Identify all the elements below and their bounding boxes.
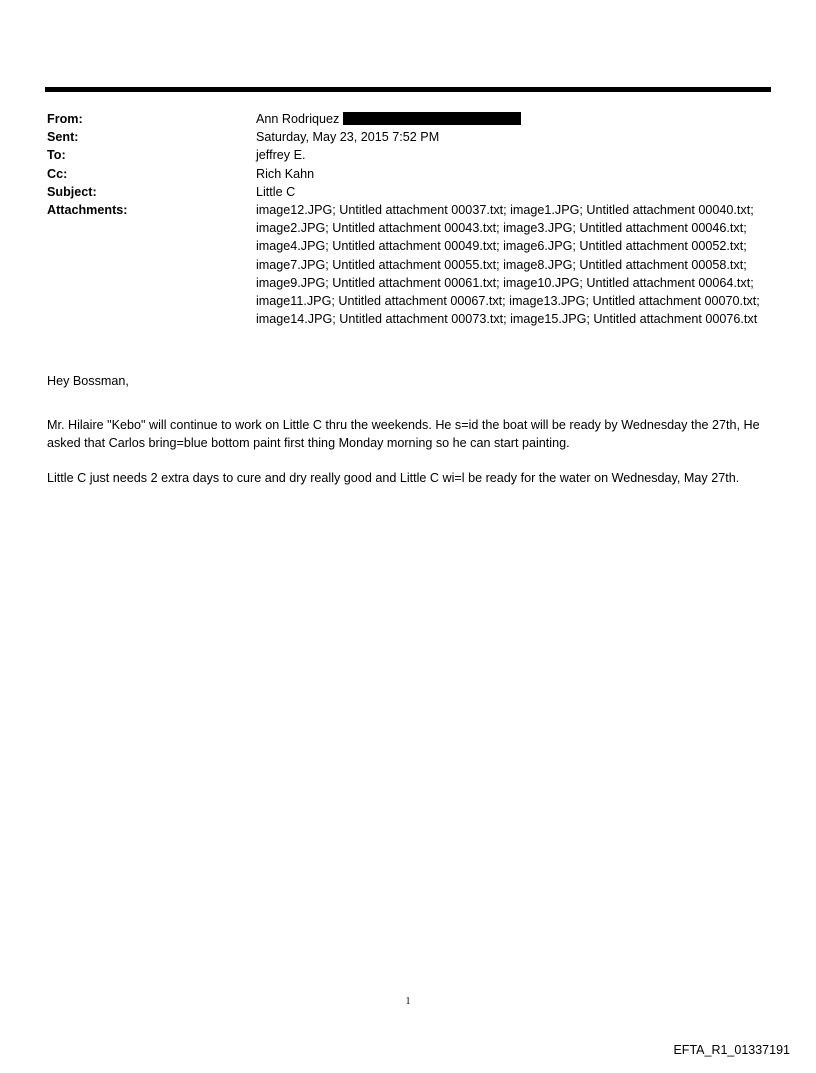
header-label-sent: Sent: bbox=[47, 130, 79, 145]
header-value-sent: Saturday, May 23, 2015 7:52 PM bbox=[256, 130, 440, 145]
header-row-from bbox=[47, 110, 767, 128]
header-label-to: To: bbox=[47, 148, 66, 163]
header-value-to: jeffrey E. bbox=[256, 148, 306, 163]
header-label-subject: Subject: bbox=[47, 184, 97, 199]
redaction-bar bbox=[343, 112, 521, 125]
email-header bbox=[47, 110, 767, 328]
header-row-cc bbox=[47, 165, 767, 183]
page-number: 1 bbox=[405, 996, 411, 1007]
header-label-cc: Cc: bbox=[47, 166, 68, 181]
attachments-list: image12.JPG; Untitled attachment 00037.txt; image1.JPG; Untitled attachment 00040.txt; image2.JPG; Untitled attachment 00043.txt; image3.JPG; Untitled attachment 00046.txt; image4.JPG; Untitled attachment 00049.txt; image6.JPG; Untitled attachment 00052.txt; image7.JPG; Untitled attachment 00055.txt; image8.JPG; Untitled attachment 00058.txt; image9.JPG; Untitled attachment 00061.txt; image10.JPG; Untitled attachment 00064.txt; image11.JPG; Untitled attachment 00067.txt; image13.JPG; Untitled attachment 00070.txt; image14.JPG; Untitled attachment 00073.txt; image15.JPG; Untitled attachment 00076.txt bbox=[256, 203, 760, 327]
email-paragraph-2: Little C just needs 2 extra days to cure and dry really good and Little C wi=l be ready for the water on Wednesday, May 27th. bbox=[47, 471, 740, 485]
sender-name: Ann Rodriquez bbox=[256, 112, 340, 126]
email-paragraph-1: Mr. Hilaire "Kebo" will continue to work on Little C thru the weekends. He s=id the boat will be ready by Wednesday the 27th, He asked that Carlos bring=blue bottom paint first thing Monday morning so he can start painting. bbox=[47, 418, 760, 451]
header-label-from: From: bbox=[47, 112, 83, 126]
header-value-subject: Little C bbox=[256, 184, 296, 199]
email-greeting: Hey Bossman, bbox=[47, 374, 129, 388]
header-row-subject bbox=[47, 183, 767, 201]
header-row-to bbox=[47, 146, 767, 164]
header-row-attachments bbox=[47, 201, 767, 328]
header-row-sent bbox=[47, 128, 767, 146]
header-value-from bbox=[256, 110, 767, 128]
top-divider-rule bbox=[45, 87, 771, 92]
header-label-attachments: Attachments: bbox=[47, 203, 128, 218]
document-id: EFTA_R1_01337191 bbox=[673, 1043, 790, 1057]
header-value-cc: Rich Kahn bbox=[256, 166, 315, 181]
